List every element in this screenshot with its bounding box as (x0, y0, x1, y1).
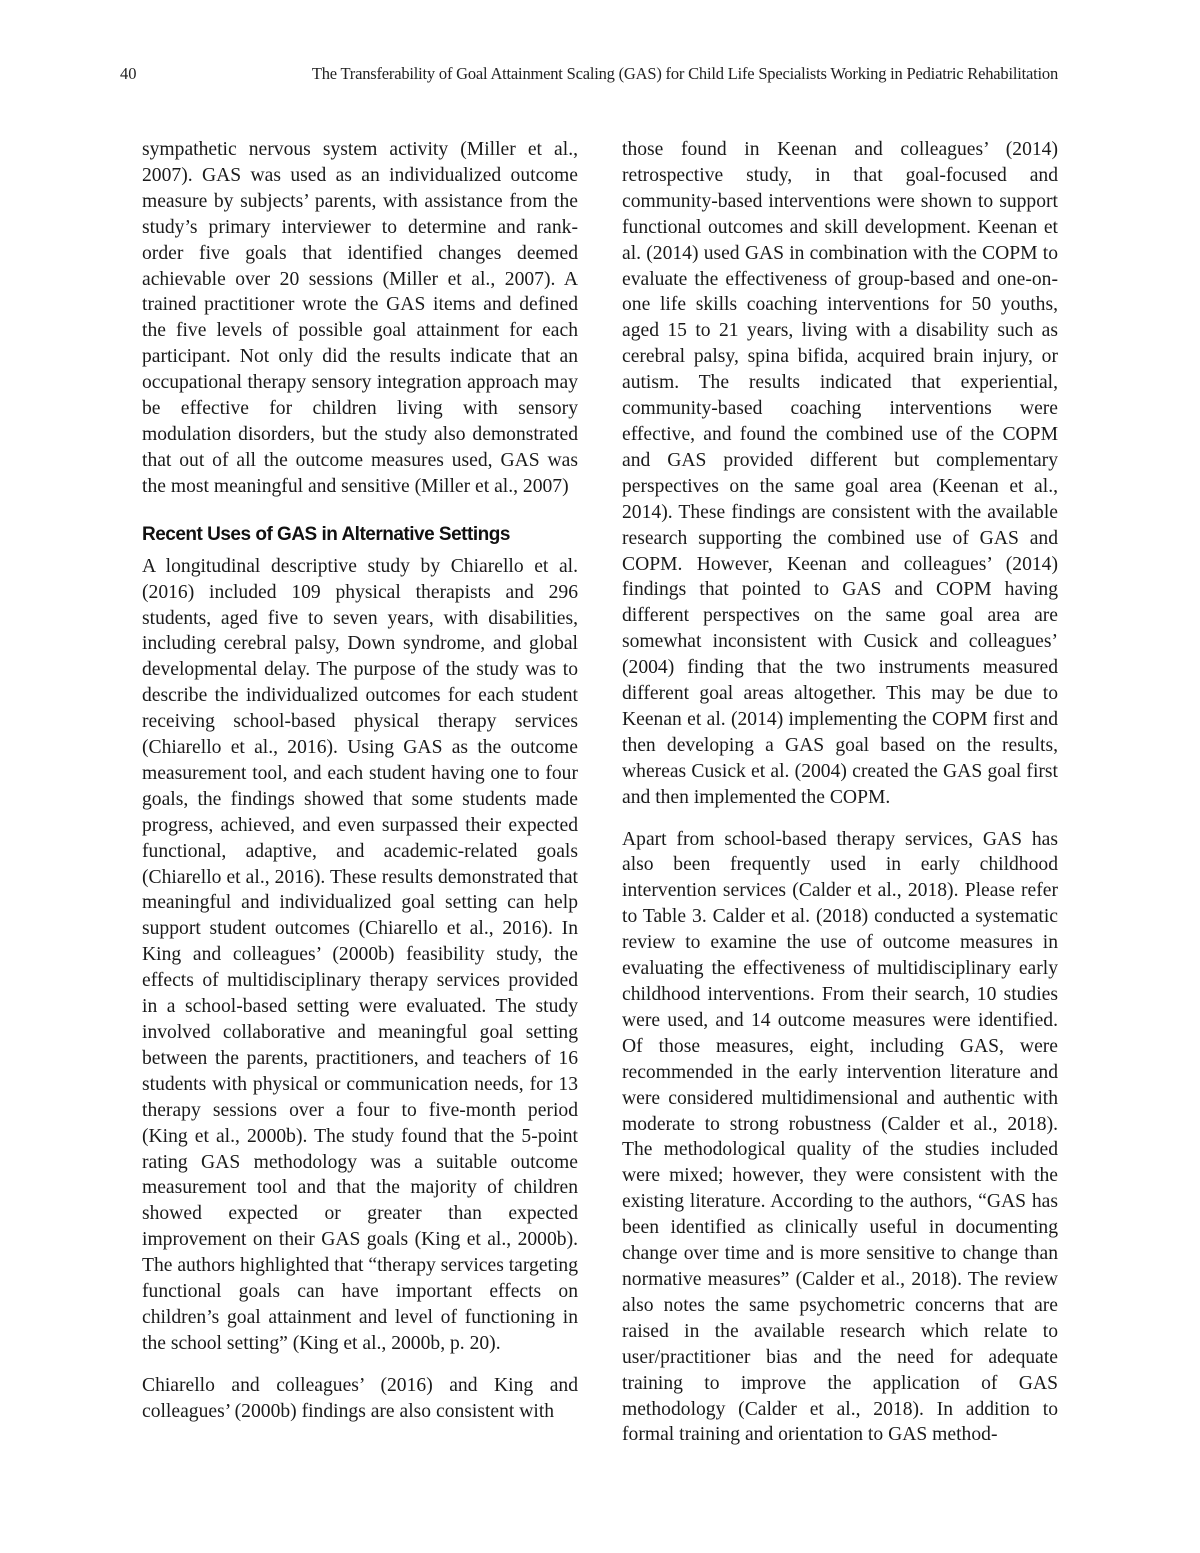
left-paragraph-2: A longitudinal descriptive study by Chiarello et al. (2016) included 109 physical therapists and 296 students, aged five to seven years, with disabilities, including cerebral palsy, Down syndrome, and global developmental delay. The purpose of the study was to describe the individualized outcomes for each student receiving school-based physical therapy services (Chiarello et al., 2016). Using GAS as the outcome measurement tool, and each student having one to four goals, the findings showed that some students made progress, achieved, and even surpassed their expected functional, adaptive, and academic-related goals (Chiarello et al., 2016). These results demonstrated that meaningful and individualized goal setting can help support student outcomes (Chiarello et al., 2016). In King and colleagues’ (2000b) feasibility study, the effects of multidisciplinary therapy services provided in a school-based setting were evaluated. The study involved collaborative and meaningful goal setting between the parents, practitioners, and teachers of 16 students with physical or communication needs, for 13 therapy sessions over a four to five-month period (King et al., 2000b). The study found that the 5-point rating GAS methodology was a suitable outcome measurement tool and that the majority of children showed expected or greater than expected improvement on their GAS goals (King et al., 2000b). The authors highlighted that “therapy services targeting functional goals can have important effects on children’s goal attainment and level of functioning in the school setting” (King et al., 2000b, p. 20). (142, 555, 579, 1354)
right-column (622, 137, 1058, 1448)
running-title: The Transferability of Goal Attainment Scaling (GAS) for Child Life Specialists Working in Pediatric Rehabilitation (311, 64, 1058, 83)
running-header (0, 64, 1200, 88)
left-paragraph-3: Chiarello and colleagues’ (2016) and King and colleagues’ (2000b) findings are also consistent with (142, 1374, 578, 1422)
page-number: 40 (120, 64, 137, 83)
section-heading: Recent Uses of GAS in Alternative Settings (142, 523, 510, 545)
left-column (142, 137, 578, 1425)
right-paragraph-2: Apart from school-based therapy services, GAS has also been frequently used in early childhood intervention services (Calder et al., 2018). Please refer to Table 3. Calder et al. (2018) conducted a systematic review to examine the use of outcome measures in evaluating the effectiveness of multidisciplinary early childhood interventions. From their search, 10 studies were used, and 14 outcome measures were identified. Of those measures, eight, including GAS, were recommended in the early intervention literature and were considered multidimensional and authentic with moderate to strong robustness (Calder et al., 2018). The methodological quality of the studies included were mixed; however, they were consistent with the existing literature. According to the authors, “GAS has been identified as clinically useful in documenting change over time and is more sensitive to change than normative measures” (Calder et al., 2018). The review also notes the same psychometric concerns that are raised in the available research which relate to user/practitioner bias and the need for adequate training to improve the application of GAS methodology (Calder et al., 2018). In addition to formal training and orientation to GAS method- (622, 828, 1058, 1446)
right-paragraph-1: those found in Keenan and colleagues’ (2014) retrospective study, in that goal-focused and community-based interventions were shown to support functional outcomes and skill development. Keenan et al. (2014) used GAS in combination with the COPM to evaluate the effectiveness of group-based and one-on-one life skills coaching interventions for 50 youths, aged 15 to 21 years, living with a disability such as cerebral palsy, spina bifida, acquired brain injury, or autism. The results indicated that experiential, community-based coaching interventions were effective, and found the combined use of the COPM and GAS provided different but complementary perspectives on the same goal area (Keenan et al., 2014). These findings are consistent with the available research supporting the combined use of GAS and COPM. However, Keenan and colleagues’ (2014) findings that pointed to GAS and COPM having different perspectives on the same goal area are somewhat inconsistent with Cusick and colleagues’ (2004) finding that the two instruments measured different goal areas altogether. This may be due to Keenan et al. (2014) implementing the COPM first and then developing a GAS goal based on the results, whereas Cusick et al. (2004) created the GAS goal first and then implemented the COPM. (622, 139, 1058, 808)
left-paragraph-1: sympathetic nervous system activity (Miller et al., 2007). GAS was used as an individualized outcome measure by subjects’ parents, with assistance from the study’s primary interviewer to determine and rank-order five goals that identified changes deemed achievable over 20 sessions (Miller et al., 2007). A trained practitioner wrote the GAS items and defined the five levels of possible goal attainment for each participant. Not only did the results indicate that an occupational therapy sensory integration approach may be effective for children living with sensory modulation disorders, but the study also demonstrated that out of all the outcome measures used, GAS was the most meaningful and sensitive (Miller et al., 2007) (142, 139, 578, 497)
